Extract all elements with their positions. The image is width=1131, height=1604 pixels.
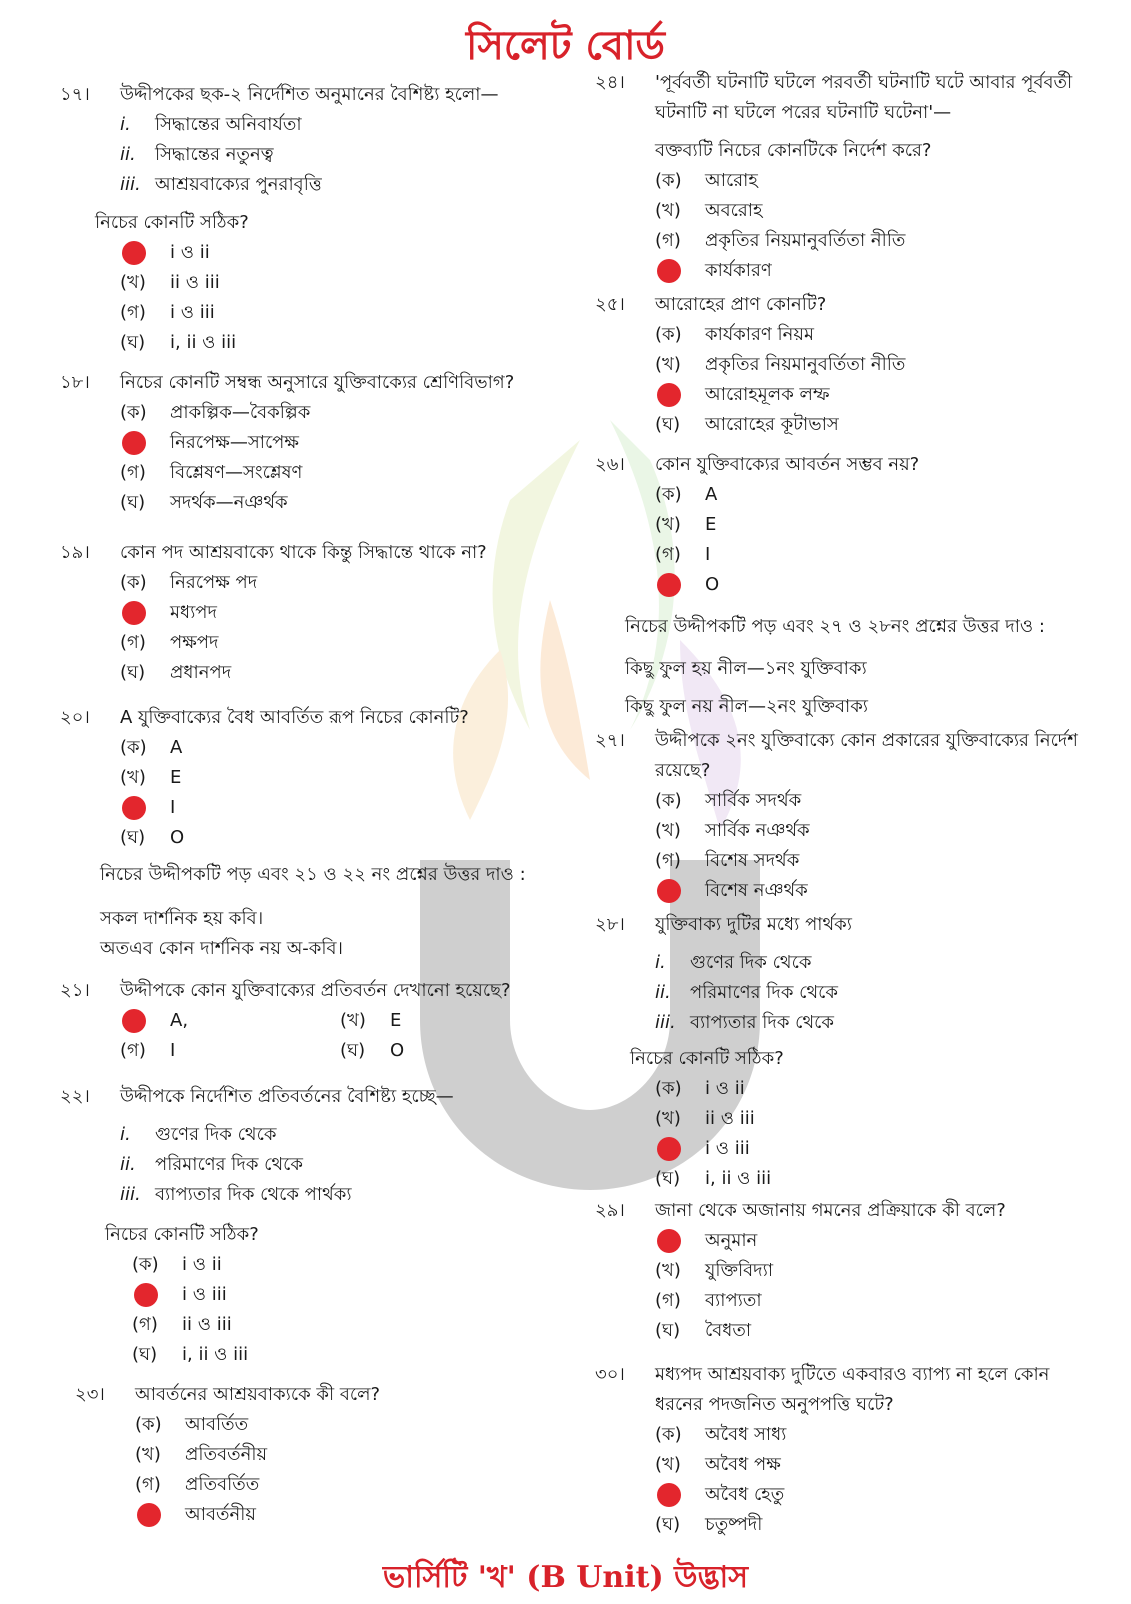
option-text: নিরপেক্ষ—সাপেক্ষ xyxy=(170,432,299,453)
option-label: (ঘ) xyxy=(120,332,146,353)
option[interactable] xyxy=(135,1470,560,1500)
option-text: i ও iii xyxy=(170,302,215,323)
question-number: ২২। xyxy=(60,1086,90,1107)
option[interactable] xyxy=(120,458,560,488)
option[interactable] xyxy=(120,1036,340,1066)
question-18 xyxy=(60,368,560,518)
option-text: ii ও iii xyxy=(170,272,220,293)
option-text: A, xyxy=(170,1010,189,1031)
option-label: (খ) xyxy=(655,1260,681,1281)
option-correct[interactable] xyxy=(655,256,1095,286)
option-text: i ও ii xyxy=(182,1254,222,1275)
option-label: (খ) xyxy=(655,354,681,375)
answer-dot-icon xyxy=(657,879,681,903)
question-text: কোন যুক্তিবাক্যের আবর্তন সম্ভব নয়? xyxy=(655,454,920,475)
statement-numeral: iii. xyxy=(655,1012,676,1033)
option[interactable] xyxy=(655,1164,1095,1194)
option-text: i, ii ও iii xyxy=(182,1344,249,1365)
question-number: ২৭। xyxy=(595,730,625,751)
question-26 xyxy=(595,450,1095,600)
answer-dot-icon xyxy=(122,796,146,820)
question-text: A যুক্তিবাক্যের বৈধ আবর্তিত রূপ নিচের কোনটি? xyxy=(120,707,469,728)
question-text: নিচের কোনটি সম্বন্ধ অনুসারে যুক্তিবাক্যের শ্রেণিবিভাগ? xyxy=(120,372,515,393)
option-label: (ক) xyxy=(120,737,147,758)
option-label: (গ) xyxy=(120,462,146,483)
option-text: আরোহমূলক লম্ফ xyxy=(705,384,830,405)
option[interactable] xyxy=(132,1310,560,1340)
option-text: i ও iii xyxy=(182,1284,227,1305)
option[interactable] xyxy=(655,1074,1095,1104)
option-text: ii ও iii xyxy=(705,1108,755,1129)
question-20 xyxy=(60,703,560,853)
option-text: প্রাকল্পিক—বৈকল্পিক xyxy=(170,402,311,423)
option-label: (ঘ) xyxy=(120,492,146,513)
option-text: E xyxy=(390,1010,402,1031)
option[interactable] xyxy=(135,1410,560,1440)
option-label: (খ) xyxy=(655,514,681,535)
option-label: (ঘ) xyxy=(120,662,146,683)
question-text: আবর্তনের আশ্রয়বাক্যকে কী বলে? xyxy=(135,1384,381,1405)
option-text: যুক্তিবিদ্যা xyxy=(705,1260,774,1281)
question-30 xyxy=(595,1360,1095,1540)
option[interactable] xyxy=(655,350,1095,380)
option-text: পক্ষপদ xyxy=(170,632,219,653)
option-label: (ঘ) xyxy=(655,414,681,435)
option-text: সার্বিক সদর্থক xyxy=(705,790,802,811)
option-text: i, ii ও iii xyxy=(170,332,237,353)
statement-numeral: iii. xyxy=(120,174,141,195)
question-25 xyxy=(595,290,1095,440)
option-text: I xyxy=(170,797,176,818)
option[interactable] xyxy=(655,480,1095,510)
question-text: 'পূর্ববর্তী ঘটনাটি ঘটলে পরবর্তী ঘটনাটি ঘটে আবার পূর্ববর্তী ঘটনাটি না ঘটলে পরের ঘটনাটি ঘটেনা'— xyxy=(655,72,1073,123)
option[interactable] xyxy=(120,268,560,298)
statement-text: পরিমাণের দিক থেকে xyxy=(155,1154,303,1175)
option-text: অবরোহ xyxy=(705,200,763,221)
option-label: (ক) xyxy=(655,1424,682,1445)
option[interactable] xyxy=(655,540,1095,570)
option-correct[interactable] xyxy=(655,1480,1095,1510)
option-text: i ও ii xyxy=(170,242,210,263)
question-number: ২৫। xyxy=(595,294,625,315)
option-label: (ক) xyxy=(132,1254,159,1275)
statement-numeral: i. xyxy=(120,1124,131,1145)
option-label: (ঘ) xyxy=(340,1040,366,1061)
option-text: আবর্তিত xyxy=(185,1414,249,1435)
option-label: (গ) xyxy=(120,302,146,323)
option[interactable] xyxy=(655,1104,1095,1134)
option-label: (ঘ) xyxy=(132,1344,158,1365)
option[interactable] xyxy=(655,846,1095,876)
answer-dot-icon xyxy=(657,1137,681,1161)
question-number: ২০। xyxy=(60,707,90,728)
passage-line: অতএব কোন দার্শনিক নয় অ-কবি। xyxy=(100,938,343,959)
option-label: (ক) xyxy=(655,484,682,505)
answer-dot-icon xyxy=(657,1229,681,1253)
option-text: I xyxy=(705,544,711,565)
statement-text: গুণের দিক থেকে xyxy=(155,1124,277,1145)
question-text: উদ্দীপকে কোন যুক্তিবাক্যের প্রতিবর্তন দেখানো হয়েছে? xyxy=(120,980,511,1001)
option-label: (গ) xyxy=(120,1040,146,1061)
question-number: ২১। xyxy=(60,980,90,1001)
option-text: কার্যকারণ xyxy=(705,260,772,281)
statement-numeral: ii. xyxy=(120,1154,136,1175)
statement-numeral: ii. xyxy=(655,982,671,1003)
option-label: (গ) xyxy=(135,1474,161,1495)
option-label: (খ) xyxy=(655,200,681,221)
option-label: (গ) xyxy=(120,632,146,653)
option-text: কার্যকারণ নিয়ম xyxy=(705,324,814,345)
option-label: (ক) xyxy=(655,790,682,811)
option-text: ব্যাপ্যতা xyxy=(705,1290,762,1311)
question-text: মধ্যপদ আশ্রয়বাক্য দুটিতে একবারও ব্যাপ্য না হলে কোন ধরনের পদজনিত অনুপপত্তি ঘটে? xyxy=(655,1364,1050,1415)
answer-dot-icon xyxy=(122,1009,146,1033)
option[interactable] xyxy=(120,568,560,598)
question-text: কোন পদ আশ্রয়বাক্যে থাকে কিন্তু সিদ্ধান্তে থাকে না? xyxy=(120,542,487,563)
option-correct[interactable] xyxy=(120,238,560,268)
statement-numeral: ii. xyxy=(120,144,136,165)
option-text: চতুষ্পদী xyxy=(705,1514,763,1535)
option-text: সার্বিক নঞর্থক xyxy=(705,820,810,841)
question-ask: নিচের কোনটি সঠিক? xyxy=(95,212,249,233)
option-text: E xyxy=(170,767,182,788)
option-text: নিরপেক্ষ পদ xyxy=(170,572,258,593)
answer-dot-icon xyxy=(657,573,681,597)
option-label: (খ) xyxy=(655,1454,681,1475)
question-ask: বক্তব্যটি নিচের কোনটিকে নির্দেশ করে? xyxy=(655,140,932,161)
option-correct[interactable] xyxy=(120,598,560,628)
option-text: বিশেষ নঞর্থক xyxy=(705,880,808,901)
statement-text: ব্যাপ্যতার দিক থেকে xyxy=(690,1012,834,1033)
option[interactable] xyxy=(120,628,560,658)
option[interactable] xyxy=(132,1340,560,1370)
option[interactable] xyxy=(655,1420,1095,1450)
option[interactable] xyxy=(120,763,560,793)
option-text: i ও iii xyxy=(705,1138,750,1159)
option-text: প্রকৃতির নিয়মানুবর্তিতা নীতি xyxy=(705,354,906,375)
question-number: ২৯। xyxy=(595,1200,625,1221)
option-correct[interactable] xyxy=(120,1006,340,1036)
option[interactable] xyxy=(340,1036,560,1066)
option-correct[interactable] xyxy=(655,1226,1095,1256)
option-text: প্রকৃতির নিয়মানুবর্তিতা নীতি xyxy=(705,230,906,251)
option-label: (ঘ) xyxy=(655,1168,681,1189)
option-label: (খ) xyxy=(655,1108,681,1129)
option-text: ii ও iii xyxy=(182,1314,232,1335)
option-text: বৈধতা xyxy=(705,1320,752,1341)
option[interactable] xyxy=(655,410,1095,440)
option-label: (ঘ) xyxy=(120,827,146,848)
option[interactable] xyxy=(655,166,1095,196)
option[interactable] xyxy=(655,816,1095,846)
option-correct[interactable] xyxy=(655,876,1095,906)
statement-text: আশ্রয়বাক্যের পুনরাবৃত্তি xyxy=(155,174,322,195)
question-number: ১৮। xyxy=(60,372,90,393)
option-text: I xyxy=(170,1040,176,1061)
answer-dot-icon xyxy=(657,1483,681,1507)
option-text: অবৈধ পক্ষ xyxy=(705,1454,781,1475)
statement-numeral: iii. xyxy=(120,1184,141,1205)
question-text: উদ্দীপকের ছক-২ নির্দেশিত অনুমানের বৈশিষ্ট্য হলো— xyxy=(120,84,499,105)
option-text: মধ্যপদ xyxy=(170,602,217,623)
option[interactable] xyxy=(120,823,560,853)
option-text: আরোহের কূটাভাস xyxy=(705,414,839,435)
option-correct[interactable] xyxy=(655,380,1095,410)
option-text: i ও ii xyxy=(705,1078,745,1099)
option-text: A xyxy=(170,737,183,758)
option-label: (ক) xyxy=(655,324,682,345)
question-number: ২৩। xyxy=(75,1384,105,1405)
option-correct[interactable] xyxy=(120,793,560,823)
option[interactable] xyxy=(132,1250,560,1280)
passage-line: সকল দার্শনিক হয় কবি। xyxy=(100,908,264,929)
question-28 xyxy=(595,910,1095,1194)
question-ask: নিচের কোনটি সঠিক? xyxy=(630,1048,784,1069)
option[interactable] xyxy=(655,1510,1095,1540)
question-text: যুক্তিবাক্য দুটির মধ্যে পার্থক্য xyxy=(655,914,852,935)
option[interactable] xyxy=(655,226,1095,256)
option-text: O xyxy=(390,1040,405,1061)
statement-numeral: i. xyxy=(120,114,131,135)
question-23 xyxy=(60,1380,560,1530)
option[interactable] xyxy=(120,328,560,358)
option-text: অবৈধ হেতু xyxy=(705,1484,785,1505)
option-label: (ঘ) xyxy=(655,1320,681,1341)
option-text: আবর্তনীয় xyxy=(185,1504,257,1525)
option-text: প্রধানপদ xyxy=(170,662,232,683)
answer-dot-icon xyxy=(657,259,681,283)
passage-line: কিছু ফুল নয় নীল—২নং যুক্তিবাক্য xyxy=(625,696,869,717)
option-correct[interactable] xyxy=(132,1280,560,1310)
option-text: আরোহ xyxy=(705,170,758,191)
option-label: (ক) xyxy=(655,170,682,191)
passage-27-28 xyxy=(595,612,1095,724)
option[interactable] xyxy=(135,1440,560,1470)
question-19 xyxy=(60,538,560,688)
question-29 xyxy=(595,1196,1095,1346)
option-text: E xyxy=(705,514,717,535)
option[interactable] xyxy=(655,510,1095,540)
question-number: ২৮। xyxy=(595,914,625,935)
question-text: উদ্দীপকে নির্দেশিত প্রতিবর্তনের বৈশিষ্ট্য হচ্ছে— xyxy=(120,1086,454,1107)
option-label: (খ) xyxy=(120,767,146,788)
passage-line: কিছু ফুল হয় নীল—১নং যুক্তিবাক্য xyxy=(625,658,867,679)
statement-text: সিদ্ধান্তের নতুনত্ব xyxy=(155,144,274,165)
answer-dot-icon xyxy=(137,1503,161,1527)
option-label: (গ) xyxy=(655,544,681,565)
statement-text: ব্যাপ্যতার দিক থেকে পার্থক্য xyxy=(155,1184,352,1205)
passage-21-22 xyxy=(60,860,560,962)
option-text: O xyxy=(170,827,185,848)
option-label: (গ) xyxy=(655,230,681,251)
option-correct[interactable] xyxy=(135,1500,560,1530)
question-text: উদ্দীপকে ২নং যুক্তিবাক্যে কোন প্রকারের যুক্তিবাক্যের নির্দেশ রয়েছে? xyxy=(655,730,1078,781)
question-22 xyxy=(60,1082,560,1370)
page-title: সিলেট বোর্ড xyxy=(466,22,665,69)
option-correct[interactable] xyxy=(655,1134,1095,1164)
answer-dot-icon xyxy=(122,241,146,265)
option[interactable] xyxy=(655,1256,1095,1286)
answer-dot-icon xyxy=(657,383,681,407)
question-ask: নিচের কোনটি সঠিক? xyxy=(105,1224,259,1245)
question-21 xyxy=(60,976,560,1066)
option-label: (গ) xyxy=(132,1314,158,1335)
option-text: বিশেষ সদর্থক xyxy=(705,850,800,871)
statement-text: সিদ্ধান্তের অনিবার্যতা xyxy=(155,114,302,135)
option-text: বিশ্লেষণ—সংশ্লেষণ xyxy=(170,462,303,483)
option-label: (খ) xyxy=(655,820,681,841)
option[interactable] xyxy=(655,196,1095,226)
option-label: (ক) xyxy=(120,402,147,423)
option[interactable] xyxy=(655,1286,1095,1316)
question-24 xyxy=(595,68,1095,286)
question-17 xyxy=(60,80,560,358)
statement-text: গুণের দিক থেকে xyxy=(690,952,812,973)
question-number: ১৭। xyxy=(60,84,90,105)
option[interactable] xyxy=(340,1006,560,1036)
option-text: O xyxy=(705,574,720,595)
answer-dot-icon xyxy=(122,431,146,455)
statement-text: পরিমাণের দিক থেকে xyxy=(690,982,838,1003)
statement-numeral: i. xyxy=(655,952,666,973)
question-number: ২৪। xyxy=(595,72,625,93)
option-label: (ক) xyxy=(120,572,147,593)
question-27 xyxy=(595,726,1095,906)
option-text: প্রতিবর্তিত xyxy=(185,1474,260,1495)
option[interactable] xyxy=(120,398,560,428)
answer-dot-icon xyxy=(134,1283,158,1307)
passage-intro: নিচের উদ্দীপকটি পড় এবং ২১ ও ২২ নং প্রশ্নের উত্তর দাও : xyxy=(100,864,526,885)
option-label: (খ) xyxy=(120,272,146,293)
option-text: অনুমান xyxy=(705,1230,758,1251)
question-text: আরোহের প্রাণ কোনটি? xyxy=(655,294,827,315)
question-number: ২৬। xyxy=(595,454,625,475)
option[interactable] xyxy=(120,488,560,518)
option-label: (ক) xyxy=(655,1078,682,1099)
option-text: A xyxy=(705,484,718,505)
option-label: (ঘ) xyxy=(655,1514,681,1535)
option[interactable] xyxy=(655,1316,1095,1346)
option[interactable] xyxy=(120,733,560,763)
option[interactable] xyxy=(655,320,1095,350)
question-text: জানা থেকে অজানায় গমনের প্রক্রিয়াকে কী বলে? xyxy=(655,1200,1006,1221)
option-correct[interactable] xyxy=(655,570,1095,600)
option-correct[interactable] xyxy=(120,428,560,458)
question-number: ৩০। xyxy=(595,1364,625,1385)
option-text: সদর্থক—নঞর্থক xyxy=(170,492,288,513)
option[interactable] xyxy=(120,298,560,328)
option-text: i, ii ও iii xyxy=(705,1168,772,1189)
question-number: ১৯। xyxy=(60,542,90,563)
page-footer: ভার্সিটি 'খ' (B Unit) উদ্ভাস xyxy=(382,1560,749,1595)
passage-intro: নিচের উদ্দীপকটি পড় এবং ২৭ ও ২৮নং প্রশ্নের উত্তর দাও : xyxy=(625,616,1045,637)
option-label: (গ) xyxy=(655,1290,681,1311)
option-label: (খ) xyxy=(340,1010,366,1031)
option[interactable] xyxy=(120,658,560,688)
option-label: (ক) xyxy=(135,1414,162,1435)
option-text: প্রতিবর্তনীয় xyxy=(185,1444,268,1465)
option[interactable] xyxy=(655,786,1095,816)
option-text: অবৈধ সাধ্য xyxy=(705,1424,787,1445)
option-label: (খ) xyxy=(135,1444,161,1465)
answer-dot-icon xyxy=(122,601,146,625)
option[interactable] xyxy=(655,1450,1095,1480)
option-label: (গ) xyxy=(655,850,681,871)
